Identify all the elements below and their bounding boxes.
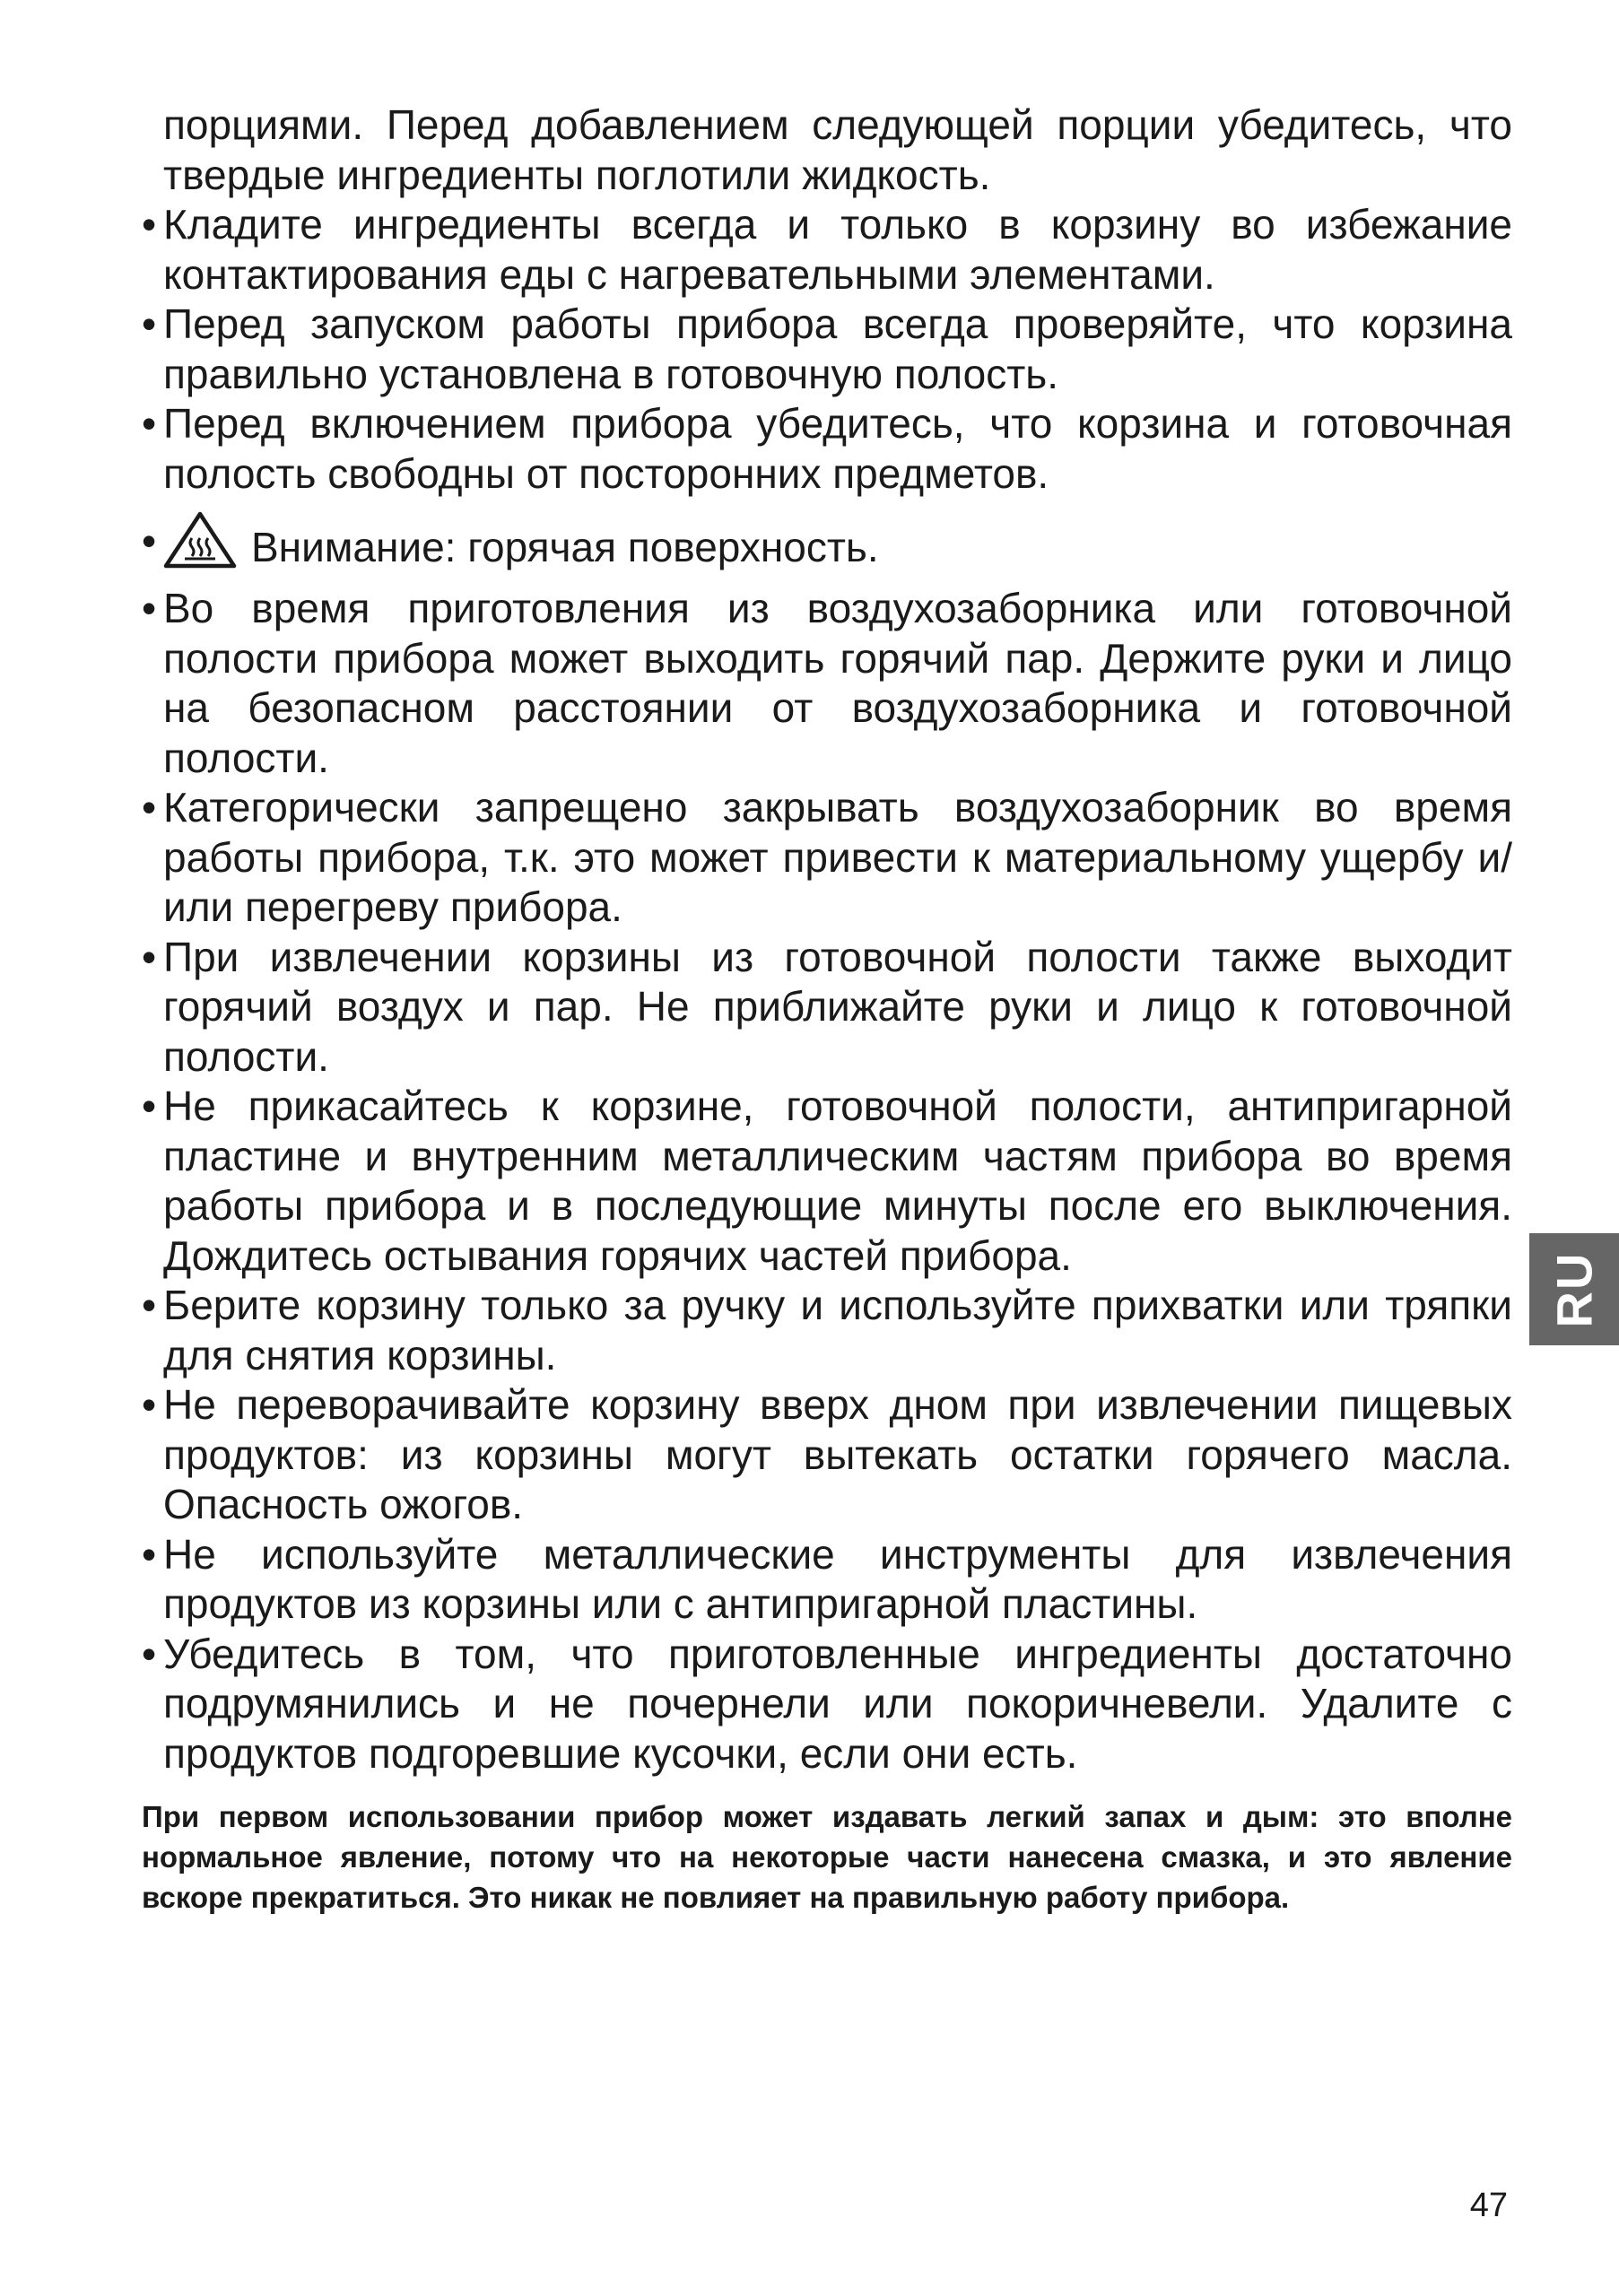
hot-surface-warning-icon (163, 511, 237, 569)
first-use-note: При первом использовании прибор может издавать легкий запах и дым: это вполне нормальное явление, потому что на некоторые части нанесена смазка, и это явление вскоре прекратиться. Это никак не повлияет на правильную работу прибора. (142, 1800, 1512, 1914)
bullet-icon: • (142, 1630, 157, 1677)
list-item-text: Не используйте металлические инструменты для извлечения продуктов из корзины или с антипригарной пластины. (163, 1530, 1512, 1627)
list-item (142, 1082, 1512, 1281)
bullet-icon: • (142, 201, 157, 248)
language-tab (1529, 1233, 1619, 1345)
warning-text: Внимание: горячая поверхность. (251, 524, 879, 570)
list-item-text: Категорически запрещено закрывать воздухозаборник во время работы прибора, т.к. это может привести к материальному ущербу и/или перегреву прибора. (163, 784, 1512, 930)
page-number: 47 (1469, 2187, 1508, 2224)
list-item-text: Во время приготовления из воздухозаборника или готовочной полости прибора может выходить горячий пар. Держите руки и лицо на безопасном расстоянии от воздухозаборника и готовочной полости. (163, 585, 1512, 781)
bullet-icon: • (142, 784, 157, 831)
list-item-text: Не прикасайтесь к корзине, готовочной полости, антипригарной пластине и внутренним металлическим частям прибора во время работы прибора и в последующие минуты после его выключения. Дождитесь остывания горячих частей прибора. (163, 1083, 1512, 1279)
bullet-icon: • (142, 933, 157, 980)
list-item (142, 300, 1512, 399)
list-item-text: При извлечении корзины из готовочной полости также выходит горячий воздух и пар. Не приближайте руки и лицо к готовочной полости. (163, 933, 1512, 1080)
list-item (142, 1281, 1512, 1380)
bullet-icon: • (142, 517, 157, 564)
list-item-text: Перед включением прибора убедитесь, что корзина и готовочная полость свободны от посторонних предметов. (163, 400, 1512, 497)
list-item (142, 1530, 1512, 1630)
list-item-text: Убедитесь в том, что приготовленные ингредиенты достаточно подрумянились и не почернели или покоричневели. Удалите с продуктов подгоревшие кусочки, если они есть. (163, 1630, 1512, 1777)
bullet-icon: • (142, 1282, 157, 1328)
list-item (142, 933, 1512, 1083)
bullet-icon: • (142, 585, 157, 631)
page-content (142, 100, 1512, 1947)
language-tab-label: RU (1545, 1251, 1603, 1327)
bullet-icon: • (142, 1381, 157, 1428)
list-item (142, 399, 1512, 499)
bullet-icon: • (142, 400, 157, 447)
hot-surface-warning (142, 511, 1512, 577)
list-item-text: Берите корзину только за ручку и используйте прихватки или тряпки для снятия корзины. (163, 1282, 1512, 1378)
list-item (142, 200, 1512, 300)
bullet-icon: • (142, 1083, 157, 1129)
list-item (142, 783, 1512, 933)
bullet-icon: • (142, 1530, 157, 1578)
list-item (142, 584, 1512, 783)
bullet-icon: • (142, 300, 157, 347)
safety-list (142, 200, 1512, 1779)
list-item-text: Не переворачивайте корзину вверх дном при извлечении пищевых продуктов: из корзины могут вытекать остатки горячего масла. Опасность ожогов. (163, 1381, 1512, 1527)
list-item (142, 1380, 1512, 1530)
intro-continuation: порциями. Перед добавлением следующей порции убедитесь, что твердые ингредиенты поглотили жидкость. (163, 101, 1512, 198)
list-item-text: Перед запуском работы прибора всегда проверяйте, что корзина правильно установлена в готовочную полость. (163, 300, 1512, 397)
list-item (142, 1630, 1512, 1779)
list-item-text: Кладите ингредиенты всегда и только в корзину во избежание контактирования еды с нагревательными элементами. (163, 201, 1512, 298)
